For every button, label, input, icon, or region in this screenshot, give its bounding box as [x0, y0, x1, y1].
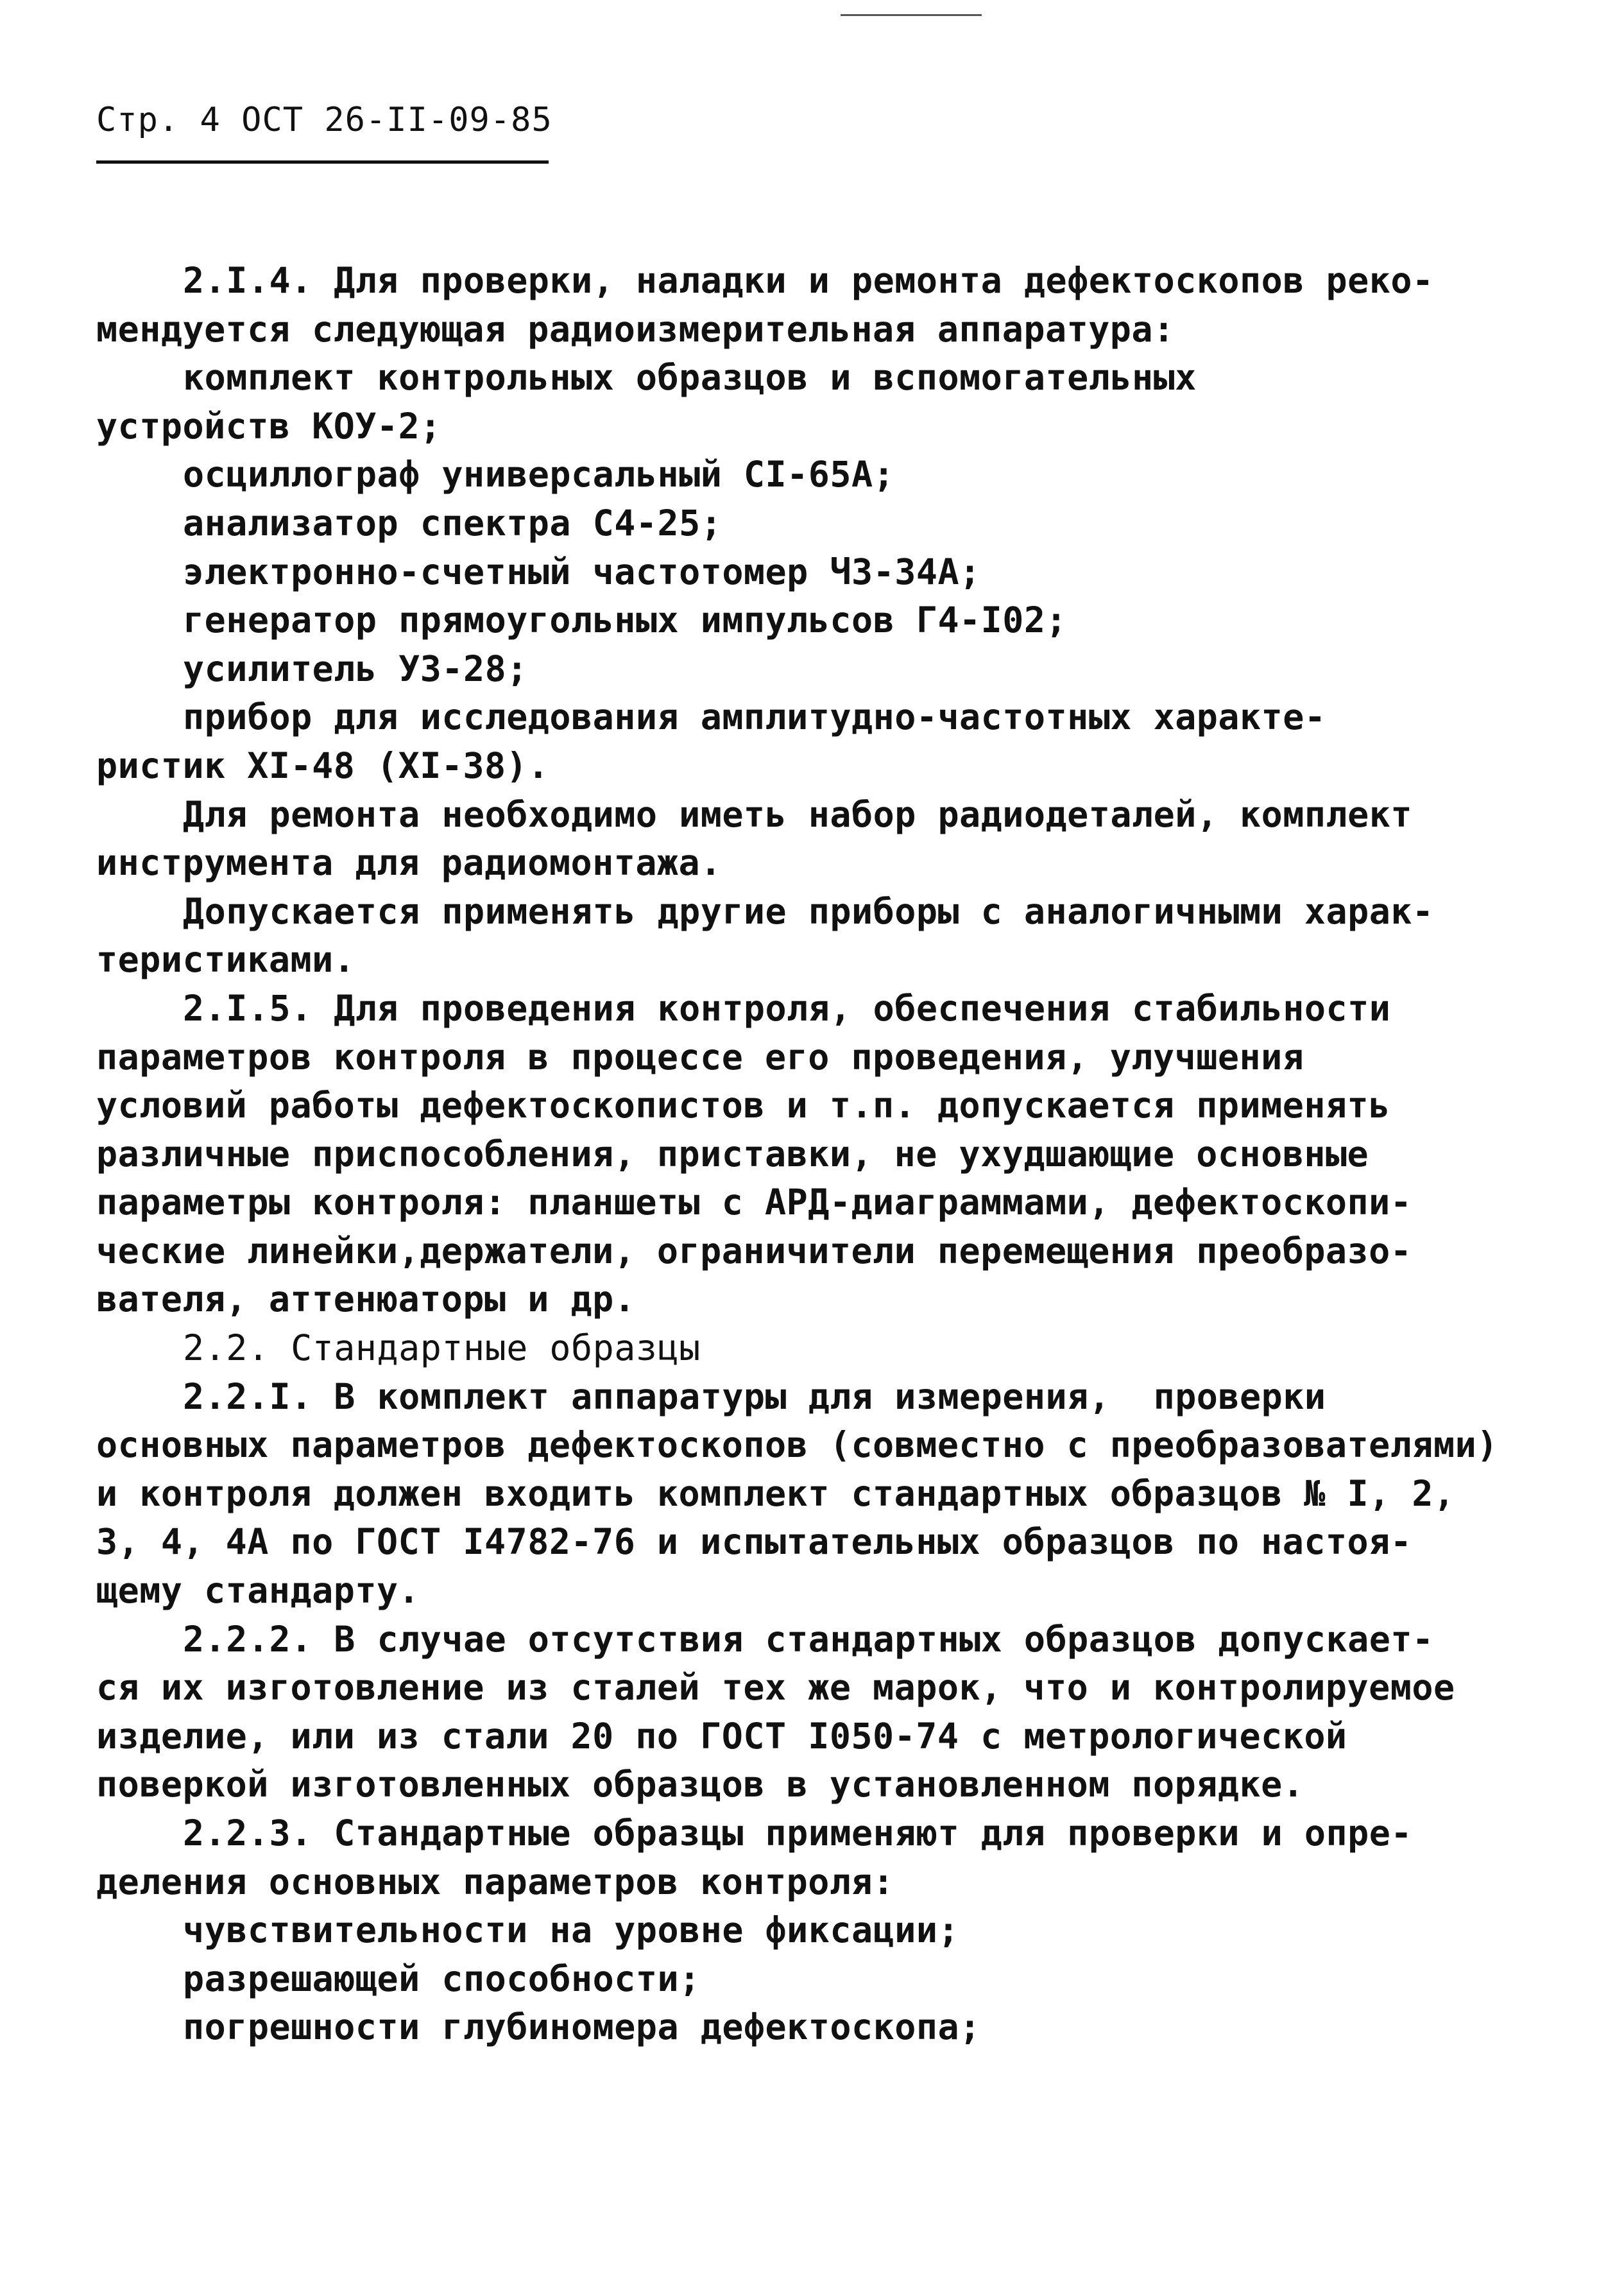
list-item: электронно-счетный частотомер Ч3-34А; [183, 551, 981, 592]
list-item: чувствительности на уровне фиксации; [183, 1909, 960, 1951]
text-line: различные приспособления, приставки, не ухудшающие основные [96, 1133, 1369, 1175]
list-item: усилитель У3-28; [183, 648, 528, 689]
text-line: 2.2.2. В случае отсутствия стандартных образцов допускает- [183, 1618, 1434, 1660]
text-line: щему стандарту. [96, 1570, 420, 1612]
text-line: инструмента для радиомонтажа. [96, 842, 722, 884]
list-item: комплект контрольных образцов и вспомогательных [183, 357, 1197, 399]
text-line: теристиками. [96, 939, 355, 981]
text-line: ристик ХI-48 (ХI-38). [96, 745, 549, 786]
text-line: ческие линейки,держатели, ограничители перемещения преобразо- [96, 1230, 1412, 1271]
text-line: параметров контроля в процессе его проведения, улучшения [96, 1036, 1304, 1078]
text-line: основных параметров дефектоскопов (совместно с преобразователями) [96, 1424, 1498, 1466]
list-item: разрешающей способности; [183, 1958, 701, 1999]
text-line: и контроля должен входить комплект стандартных образцов № I, 2, [96, 1472, 1455, 1514]
text-line: вателя, аттенюаторы и др. [96, 1279, 636, 1320]
text-line: поверкой изготовленных образцов в установленном порядке. [96, 1764, 1304, 1805]
list-item: погрешности глубиномера дефектоскопа; [183, 2006, 981, 2048]
list-item: анализатор спектра С4-25; [183, 502, 722, 544]
text-line: 2.I.5. Для проведения контроля, обеспечения стабильности [183, 987, 1391, 1029]
list-item: осциллограф универсальный СI-65А; [183, 454, 895, 495]
text-line: устройств КОУ-2; [96, 405, 441, 447]
top-margin-rule [841, 14, 982, 16]
text-line: мендуется следующая радиоизмерительная аппаратура: [96, 308, 1175, 350]
text-line: 3, 4, 4А по ГОСТ I4782-76 и испытательных образцов по настоя- [96, 1521, 1412, 1563]
list-item: прибор для исследования амплитудно-частотных характе- [183, 696, 1326, 738]
text-line: изделие, или из стали 20 по ГОСТ I050-74 с метрологической [96, 1715, 1347, 1757]
text-line: 2.2.3. Стандартные образцы применяют для проверки и опре- [183, 1813, 1412, 1854]
page-header: Стр. 4 ОСТ 26-II-09-85 [96, 101, 552, 139]
text-line: ся их изготовление из сталей тех же марок, что и контролируемое [96, 1667, 1455, 1709]
header-underline [96, 160, 549, 164]
text-line: деления основных параметров контроля: [96, 1861, 894, 1902]
section-heading: 2.2. Стандартные образцы [183, 1327, 701, 1369]
text-line: 2.I.4. Для проверки, наладки и ремонта дефектоскопов реко- [183, 260, 1434, 301]
list-item: генератор прямоугольных импульсов Г4-I02; [183, 599, 1068, 641]
text-line: условий работы дефектоскопистов и т.п. допускается применять [96, 1085, 1390, 1126]
text-line: 2.2.I. В комплект аппаратуры для измерения, проверки [183, 1375, 1326, 1417]
text-line: Допускается применять другие приборы с аналогичными харак- [183, 890, 1434, 932]
text-line: Для ремонта необходимо иметь набор радиодеталей, комплект [183, 793, 1412, 835]
text-line: параметры контроля: планшеты с АРД-диаграммами, дефектоскопи- [96, 1182, 1412, 1223]
document-body [96, 257, 1572, 2052]
